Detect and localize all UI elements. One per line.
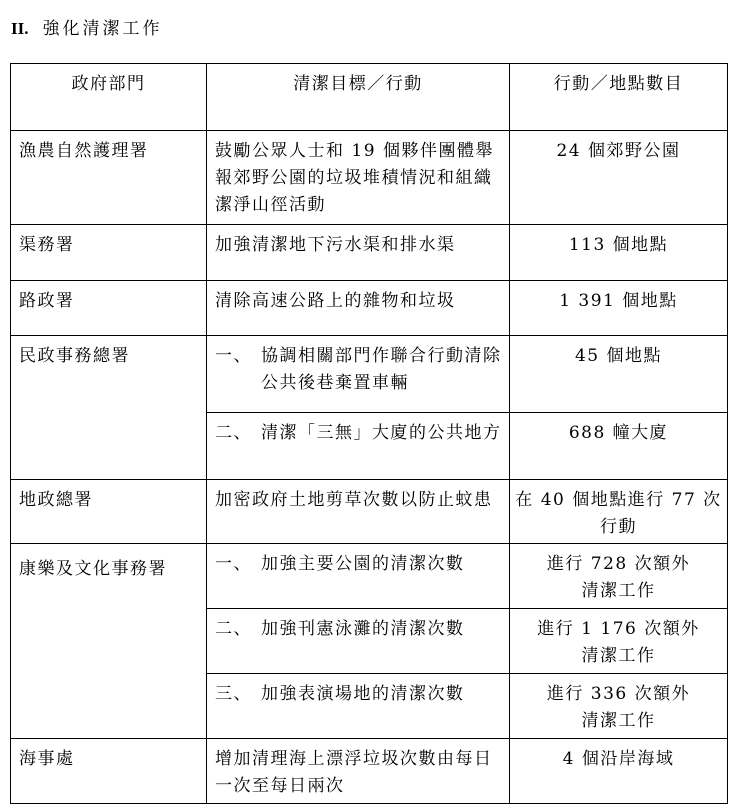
item-marker: 三、 bbox=[215, 684, 252, 704]
department-cell: 漁農自然護理署 bbox=[11, 131, 207, 225]
count-cell: 45 個地點 bbox=[510, 336, 728, 413]
count-cell: 113 個地點 bbox=[510, 225, 728, 281]
department-cell: 地政總署 bbox=[11, 480, 207, 544]
action-cell bbox=[207, 544, 510, 609]
table-row bbox=[11, 281, 728, 336]
cleaning-table bbox=[10, 63, 728, 804]
action-cell: 增加清理海上漂浮垃圾次數由每日一次至每日兩次 bbox=[207, 739, 510, 804]
header-action: 清潔目標／行動 bbox=[207, 64, 510, 131]
item-text: 加強表演場地的清潔次數 bbox=[261, 684, 465, 704]
table-row bbox=[11, 739, 728, 804]
section-heading bbox=[11, 14, 162, 39]
table-row bbox=[11, 544, 728, 609]
action-cell bbox=[207, 413, 510, 480]
item-text: 協調相關部門作聯合行動清除公共後巷棄置車輛 bbox=[261, 346, 502, 393]
department-cell: 渠務署 bbox=[11, 225, 207, 281]
header-department: 政府部門 bbox=[11, 64, 207, 131]
item-marker: 二、 bbox=[215, 619, 252, 639]
action-cell: 加密政府土地剪草次數以防止蚊患 bbox=[207, 480, 510, 544]
table-row bbox=[11, 225, 728, 281]
count-cell: 進行 728 次額外清潔工作 bbox=[510, 544, 728, 609]
department-cell: 路政署 bbox=[11, 281, 207, 336]
action-cell bbox=[207, 336, 510, 413]
count-cell: 688 幢大廈 bbox=[510, 413, 728, 480]
count-cell: 在 40 個地點進行 77 次行動 bbox=[510, 480, 728, 544]
action-cell bbox=[207, 609, 510, 674]
item-marker: 二、 bbox=[215, 423, 252, 443]
item-marker: 一、 bbox=[215, 346, 252, 366]
count-cell: 4 個沿岸海域 bbox=[510, 739, 728, 804]
table-row bbox=[11, 336, 728, 413]
header-count: 行動／地點數目 bbox=[510, 64, 728, 131]
action-cell bbox=[207, 674, 510, 739]
action-cell: 清除高速公路上的雜物和垃圾 bbox=[207, 281, 510, 336]
section-number: II. bbox=[11, 19, 29, 38]
department-cell: 康樂及文化事務署 bbox=[11, 544, 207, 739]
count-cell: 進行 336 次額外清潔工作 bbox=[510, 674, 728, 739]
count-cell: 24 個郊野公園 bbox=[510, 131, 728, 225]
action-cell: 鼓勵公眾人士和 19 個夥伴團體舉報郊野公園的垃圾堆積情況和組織潔淨山徑活動 bbox=[207, 131, 510, 225]
count-cell: 1 391 個地點 bbox=[510, 281, 728, 336]
table-row bbox=[11, 131, 728, 225]
department-cell: 民政事務總署 bbox=[11, 336, 207, 480]
count-cell: 進行 1 176 次額外清潔工作 bbox=[510, 609, 728, 674]
department-cell: 海事處 bbox=[11, 739, 207, 804]
action-cell: 加強清潔地下污水渠和排水渠 bbox=[207, 225, 510, 281]
header-row bbox=[11, 64, 728, 131]
item-text: 清潔「三無」大廈的公共地方 bbox=[261, 423, 502, 443]
table-row bbox=[11, 480, 728, 544]
item-text: 加強刊憲泳灘的清潔次數 bbox=[261, 619, 465, 639]
section-title: 強化清潔工作 bbox=[42, 19, 163, 39]
item-marker: 一、 bbox=[215, 554, 252, 574]
item-text: 加強主要公園的清潔次數 bbox=[261, 554, 465, 574]
